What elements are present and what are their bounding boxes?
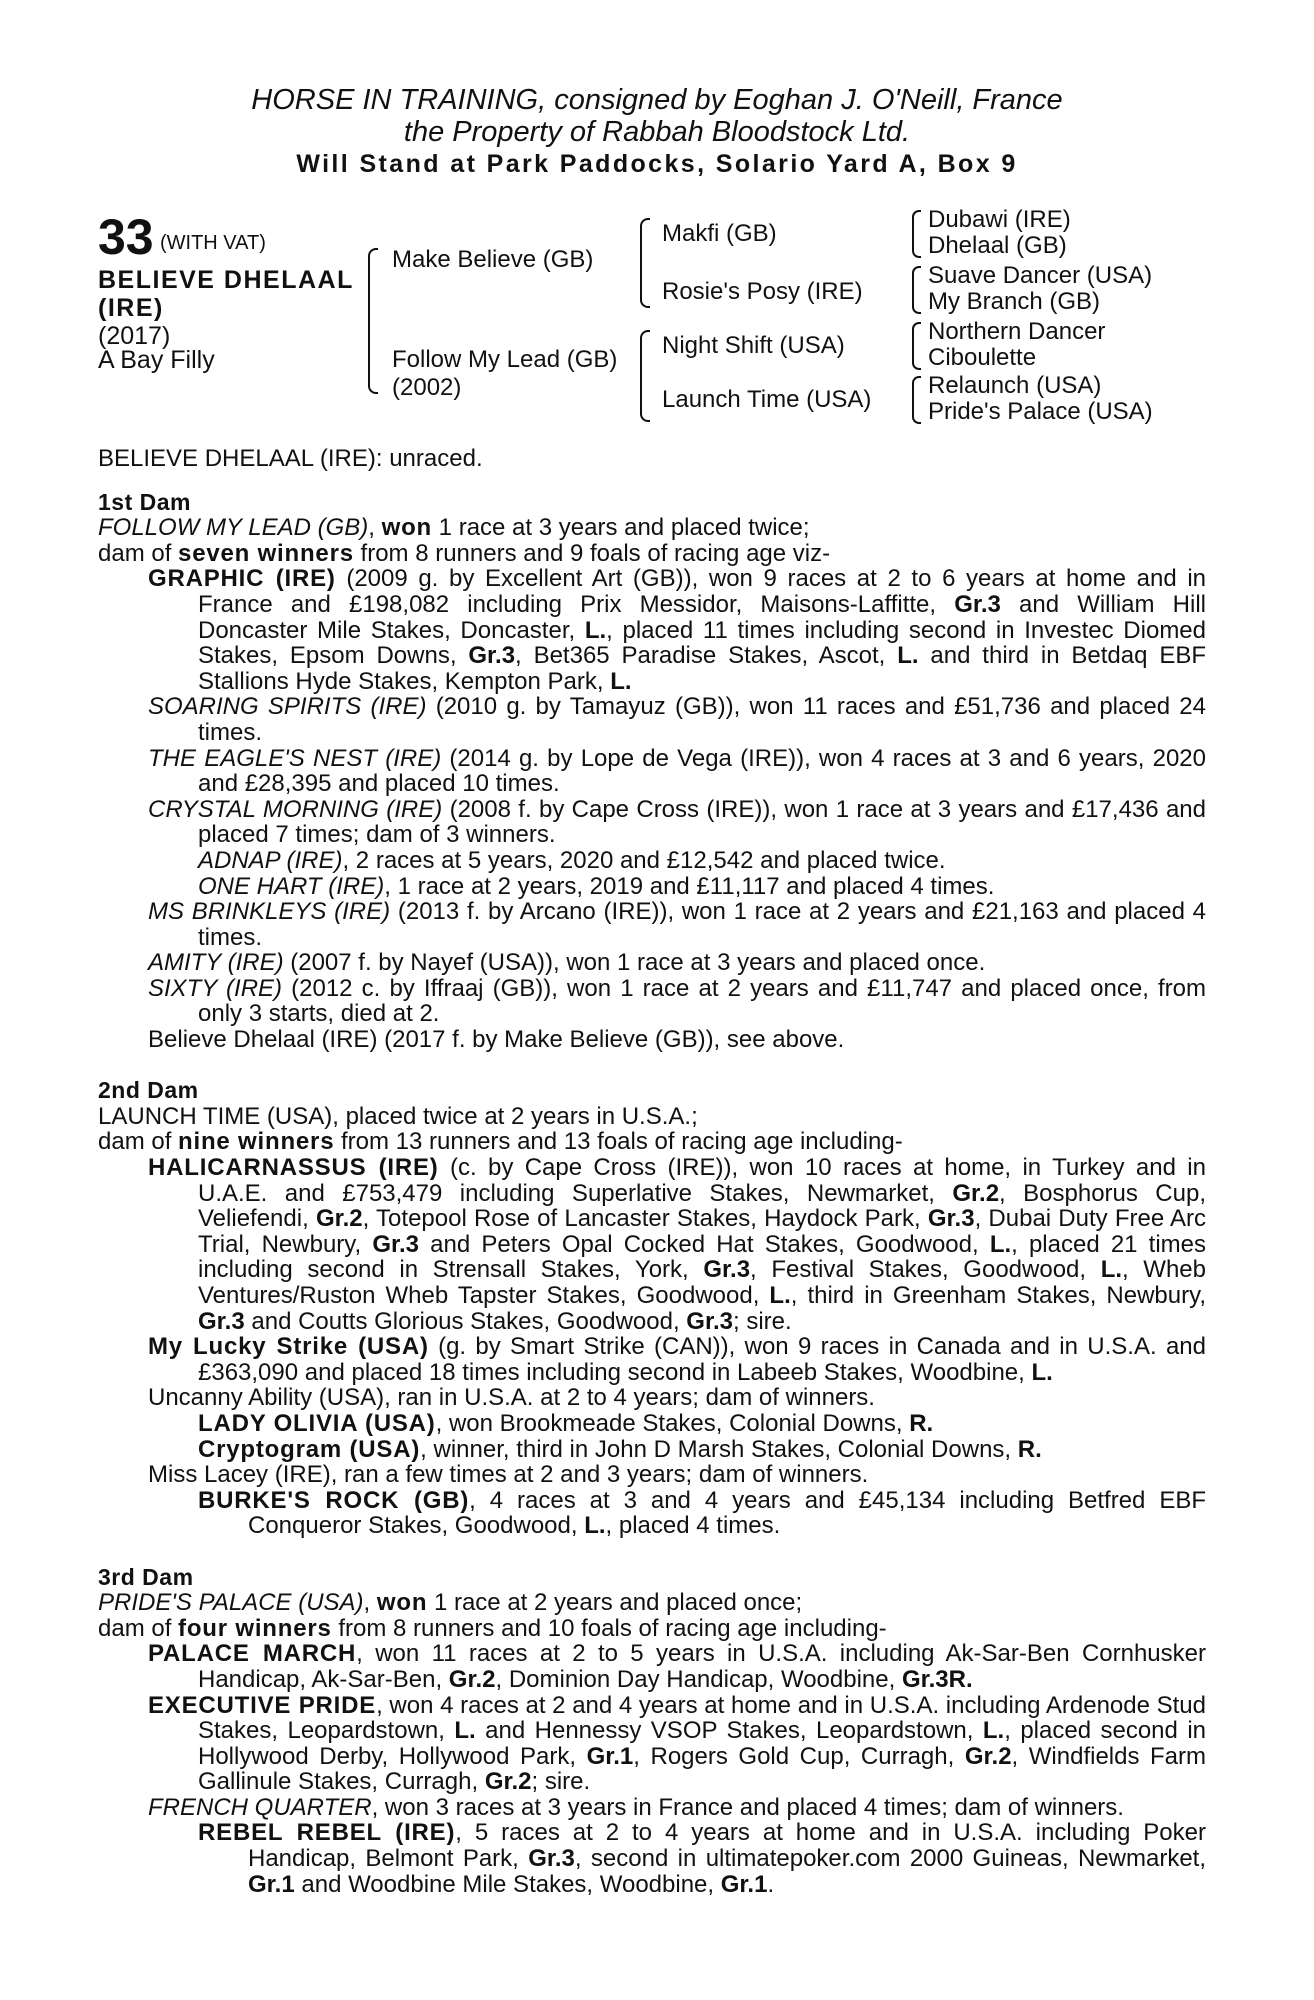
entry-text: , 2 races at 5 years, 2020 and £12,542 and placed twice. (342, 846, 946, 874)
entry-text: , won Brookmeade Stakes, Colonial Downs, (435, 1409, 910, 1437)
stand-location: Will Stand at Park Paddocks, Solario Yard A, Box 9 (296, 150, 1018, 178)
dam-of-label: dam of (98, 539, 179, 567)
produce-entry-graphic (98, 566, 1206, 694)
produce-entry-halicarnassus (98, 1155, 1206, 1334)
race-summary: BELIEVE DHELAAL (IRE): unraced. (98, 445, 483, 472)
grandproduce-entry-lady-olivia (98, 1411, 1206, 1437)
produce-entry-believe-dhelaal: Believe Dhelaal (IRE) (2017 f. by Make Believe (GB)), see above. (148, 1026, 845, 1054)
produce-name: FRENCH QUARTER (148, 1793, 372, 1821)
listed-label: L. (982, 1717, 1005, 1745)
entry-text: , second in ultimatepoker.com 2000 Guineas, Newmarket, (574, 1845, 1206, 1873)
grade-label: Gr.3 (198, 1307, 245, 1335)
grade-label: Gr.3R. (901, 1665, 973, 1693)
dam3-name: PRIDE'S PALACE (USA) (98, 1589, 364, 1617)
entry-text: , Wheb Ventures/Ruston Wheb Tapster Stakes, Goodwood, (198, 1256, 1207, 1309)
entry-text: and Hennessy VSOP Stakes, Leopardstown, (475, 1717, 983, 1745)
produce-name: CRYSTAL MORNING (IRE) (148, 795, 443, 823)
listed-label: L. (1031, 1358, 1053, 1386)
entry-text: , placed 4 times. (605, 1512, 781, 1540)
entry-text: (2013 f. by Arcano (IRE)), won 1 race at 2 years and £21,163 and placed 4 times. (198, 898, 1206, 951)
produce-name: ADNAP (IRE) (198, 846, 343, 874)
dam-sire: Night Shift (USA) (662, 332, 845, 359)
dam-of-label: dam of (98, 1128, 179, 1156)
dam-of-label: dam of (98, 1614, 179, 1642)
won-label: won (381, 514, 433, 542)
restricted-label: R. (1017, 1435, 1042, 1463)
consignor-line: HORSE IN TRAINING, consigned by Eoghan J. O'Neill, France (251, 84, 1063, 116)
horse-name-country: (IRE) (98, 294, 164, 322)
grade-label: Gr.2 (484, 1768, 532, 1796)
runner-count: from 13 runners and 13 foals of racing age including- (334, 1128, 903, 1156)
grandproduce-entry-one-hart (98, 874, 1206, 900)
listed-label: L. (610, 667, 632, 695)
entry-text: , winner, third in John D Marsh Stakes, Colonial Downs, (420, 1435, 1018, 1463)
produce-entry-my-lucky-strike (98, 1334, 1206, 1385)
entry-text: , Bet365 Paradise Stakes, Ascot, (515, 642, 898, 670)
ancestor-dubawi: Dubawi (IRE) (928, 206, 1071, 233)
ancestor-dhelaal: Dhelaal (GB) (928, 232, 1067, 259)
catalogue-body (98, 446, 1206, 1897)
runner-count: from 8 runners and 9 foals of racing age viz- (353, 539, 831, 567)
dam2-intro: LAUNCH TIME (USA), placed twice at 2 years in U.S.A.; (98, 1102, 698, 1130)
entry-text: , 4 races at 3 and 4 years and £45,134 including Betfred EBF Conqueror Stakes, Goodwood, (248, 1486, 1206, 1540)
grade-label: Gr.1 (720, 1870, 768, 1898)
winner-count: nine winners (178, 1128, 335, 1156)
entry-text: and William Hill Doncaster Mile Stakes, Doncaster, (198, 590, 1206, 644)
grandproduce-entry-cryptogram (98, 1437, 1206, 1463)
grade-label: Gr.2 (315, 1205, 363, 1233)
produce-entry-ms-brinkleys (98, 899, 1206, 950)
produce-name: GRAPHIC (IRE) (148, 565, 336, 593)
dam-year: (2002) (392, 374, 462, 401)
horse-description: A Bay Filly (98, 346, 215, 374)
produce-name: SIXTY (IRE) (148, 974, 283, 1002)
produce-entry-amity (98, 950, 1206, 976)
sire-dam: Rosie's Posy (IRE) (662, 278, 863, 305)
property-line: the Property of Rabbah Bloodstock Ltd. (403, 116, 911, 148)
entry-text: , placed 11 times including second in Investec Diomed Stakes, Epsom Downs, (198, 616, 1207, 670)
entry-text: , Dubai Duty Free Arc Trial, Newbury, (198, 1205, 1207, 1258)
produce-name: ONE HART (IRE) (198, 872, 385, 900)
sire-sire: Makfi (GB) (662, 220, 777, 247)
ancestor-suave-dancer: Suave Dancer (USA) (928, 262, 1153, 289)
section-heading-2nd-dam: 2nd Dam (98, 1077, 199, 1104)
g3-bracket-4 (912, 376, 921, 424)
entry-text: and Peters Opal Cocked Hat Stakes, Goodwood, (419, 1230, 990, 1258)
entry-text: , Totepool Rose of Lancaster Stakes, Haydock Park, (362, 1205, 928, 1233)
produce-name: AMITY (IRE) (148, 949, 284, 977)
produce-entry-executive-pride (98, 1693, 1206, 1795)
horse-year: (2017) (98, 322, 171, 350)
listed-label: L. (584, 616, 607, 644)
grade-label: Gr.3 (927, 1205, 975, 1233)
section-heading-3rd-dam: 3rd Dam (98, 1563, 194, 1590)
ancestor-prides-palace: Pride's Palace (USA) (928, 398, 1153, 425)
dam1-name: FOLLOW MY LEAD (GB) (98, 514, 369, 542)
g3-bracket-2 (912, 266, 921, 314)
entry-text: , 5 races at 2 to 4 years at home and in U.S.A. including Poker Handicap, Belmont Park, (248, 1819, 1206, 1873)
entry-text: , placed 21 times including second in Strensall Stakes, York, (198, 1230, 1206, 1284)
entry-text: ; sire. (531, 1768, 591, 1796)
produce-entry-miss-lacey: Miss Lacey (IRE), ran a few times at 2 and 3 years; dam of winners. (148, 1461, 869, 1489)
entry-text: , Bosphorus Cup, Veliefendi, (198, 1179, 1206, 1233)
listed-label: L. (1100, 1256, 1123, 1284)
lot-number: 33 (98, 209, 154, 265)
produce-name: REBEL REBEL (IRE) (198, 1819, 456, 1847)
ancestor-relaunch: Relaunch (USA) (928, 372, 1102, 399)
entry-text: (c. by Cape Cross (IRE)), won 10 races at home, in Turkey and in U.A.E. and £753,479 including Superlative Stakes, Newmarket, (198, 1154, 1206, 1207)
horse-name: BELIEVE DHELAAL (98, 266, 354, 294)
entry-text: , placed second in Hollywood Derby, Hollywood Park, (198, 1717, 1206, 1770)
produce-entry-soaring-spirits (98, 694, 1206, 745)
produce-name: HALICARNASSUS (IRE) (148, 1154, 439, 1182)
entry-text: (2014 g. by Lope de Vega (IRE)), won 4 races at 3 and 6 years, 2020 and £28,395 and placed 10 times. (198, 744, 1206, 798)
produce-name: MS BRINKLEYS (IRE) (148, 898, 391, 926)
runner-count: from 8 runners and 10 foals of racing age including- (331, 1614, 887, 1642)
entry-text: , third in Greenham Stakes, Newbury, (790, 1282, 1207, 1309)
grade-label: Gr.3 (686, 1307, 733, 1335)
grandproduce-entry-burkes-rock (98, 1488, 1206, 1539)
g3-bracket-3 (912, 322, 921, 370)
produce-name: EXECUTIVE PRIDE (148, 1691, 377, 1719)
entry-text: (2008 f. by Cape Cross (IRE)), won 1 race at 3 years and £17,436 and placed 7 times; dam of 3 winners. (198, 795, 1206, 849)
grandproduce-entry-adnap (98, 848, 1206, 874)
grade-label: Gr.3 (954, 590, 1001, 618)
grade-label: Gr.1 (586, 1742, 634, 1770)
listed-label: L. (989, 1230, 1012, 1258)
pedigree-bracket (368, 248, 378, 394)
entry-text: (2009 g. by Excellent Art (GB)), won 9 races at 2 to 6 years at home and in France and £198,082 including Prix Messidor, Maisons-Laffitte, (198, 565, 1206, 618)
grade-label: Gr.3 (528, 1845, 575, 1873)
sire-bracket (640, 218, 650, 308)
entry-text: (2012 c. by Iffraaj (GB)), won 1 race at 2 years and £11,747 and placed once, from only 3 starts, died at 2. (198, 974, 1206, 1028)
dam-dam: Launch Time (USA) (662, 386, 872, 413)
grade-label: Gr.3 (468, 642, 516, 670)
grade-label: Gr.3 (703, 1256, 751, 1284)
entry-text: , 1 race at 2 years, 2019 and £11,117 and placed 4 times. (384, 872, 995, 900)
produce-entry-sixty (98, 976, 1206, 1027)
grade-label: Gr.1 (248, 1870, 295, 1898)
g3-bracket-1 (912, 210, 921, 258)
ancestor-ciboulette: Ciboulette (928, 344, 1037, 371)
grandproduce-entry-rebel-rebel (98, 1820, 1206, 1897)
listed-label: L. (584, 1512, 606, 1540)
entry-text: , won 3 races at 3 years in France and placed 4 times; dam of winners. (371, 1793, 1124, 1821)
produce-entry-french-quarter (98, 1795, 1206, 1821)
dam3-intro-rest: 1 race at 2 years and placed once; (427, 1589, 803, 1617)
produce-name: SOARING SPIRITS (IRE) (148, 693, 427, 721)
grade-label: Gr.2 (952, 1179, 1000, 1207)
restricted-label: R. (909, 1409, 934, 1437)
produce-entry-uncanny-ability: Uncanny Ability (USA), ran in U.S.A. at 2 to 4 years; dam of winners. (148, 1384, 875, 1412)
entry-text: (2007 f. by Nayef (USA)), won 1 race at 3 years and placed once. (283, 949, 986, 977)
dam2-produce-summary (98, 1129, 1206, 1155)
listed-label: L. (769, 1282, 791, 1309)
produce-name: Cryptogram (USA) (198, 1435, 421, 1463)
grade-label: Gr.2 (964, 1742, 1012, 1770)
entry-text: and Woodbine Mile Stakes, Woodbine, (294, 1870, 721, 1898)
produce-name: BURKE'S ROCK (GB) (198, 1486, 470, 1514)
entry-text: ; sire. (732, 1307, 792, 1335)
ancestor-my-branch: My Branch (GB) (928, 288, 1101, 315)
section-heading-1st-dam: 1st Dam (98, 488, 191, 515)
dam-bracket (640, 330, 650, 422)
dam1-produce-summary (98, 541, 1206, 567)
dam: Follow My Lead (GB) (392, 346, 618, 373)
produce-entry-crystal-morning (98, 797, 1206, 848)
grade-label: Gr.2 (448, 1665, 496, 1693)
produce-name: LADY OLIVIA (USA) (198, 1409, 436, 1437)
produce-entry-palace-march (98, 1641, 1206, 1692)
dam3-produce-summary (98, 1616, 1206, 1642)
grade-label: Gr.3 (372, 1230, 420, 1258)
dam1-intro: FOLLOW MY LEAD (GB), won 1 race at 3 years and placed twice; (98, 514, 810, 542)
produce-name: My Lucky Strike (USA) (148, 1333, 429, 1361)
dam1-intro-rest: 1 race at 3 years and placed twice; (432, 514, 810, 542)
vat-note: (WITH VAT) (160, 232, 266, 254)
ancestor-northern-dancer: Northern Dancer (928, 318, 1106, 345)
entry-text: and third in Betdaq EBF Stallions Hyde Stakes, Kempton Park, (198, 642, 1207, 695)
produce-name: THE EAGLE'S NEST (IRE) (148, 744, 442, 772)
entry-text: , won 4 races at 2 and 4 years at home and in U.S.A. including Ardenode Stud Stakes, Leopardstown, (198, 1691, 1207, 1745)
entry-text: , Windfields Farm Gallinule Stakes, Curragh, (198, 1742, 1207, 1796)
entry-text: , Rogers Gold Cup, Curragh, (633, 1742, 965, 1770)
entry-text: , won 11 races at 2 to 5 years in U.S.A. including Ak-Sar-Ben Cornhusker Handicap, Ak-Sar-Ben, (198, 1640, 1206, 1693)
won-label: won (376, 1589, 428, 1617)
entry-text: , Festival Stakes, Goodwood, (750, 1256, 1101, 1284)
entry-text: and Coutts Glorious Stakes, Goodwood, (244, 1307, 687, 1335)
listed-label: L. (454, 1717, 476, 1745)
winner-count: seven winners (178, 539, 354, 567)
produce-entry-eagles-nest (98, 746, 1206, 797)
entry-text: , Dominion Day Handicap, Woodbine, (495, 1665, 902, 1693)
sire: Make Believe (GB) (392, 246, 594, 273)
winner-count: four winners (178, 1614, 332, 1642)
produce-name: PALACE MARCH (148, 1640, 357, 1668)
listed-label: L. (897, 642, 919, 670)
entry-text: (g. by Smart Strike (CAN)), won 9 races in Canada and in U.S.A. and £363,090 and placed 18 times including second in Labeeb Stakes, Woodbine, (198, 1333, 1206, 1386)
entry-text: (2010 g. by Tamayuz (GB)), won 11 races and £51,736 and placed 24 times. (198, 693, 1206, 746)
entry-text: . (767, 1870, 775, 1898)
dam3-intro: PRIDE'S PALACE (USA), won 1 race at 2 years and placed once; (98, 1589, 803, 1617)
